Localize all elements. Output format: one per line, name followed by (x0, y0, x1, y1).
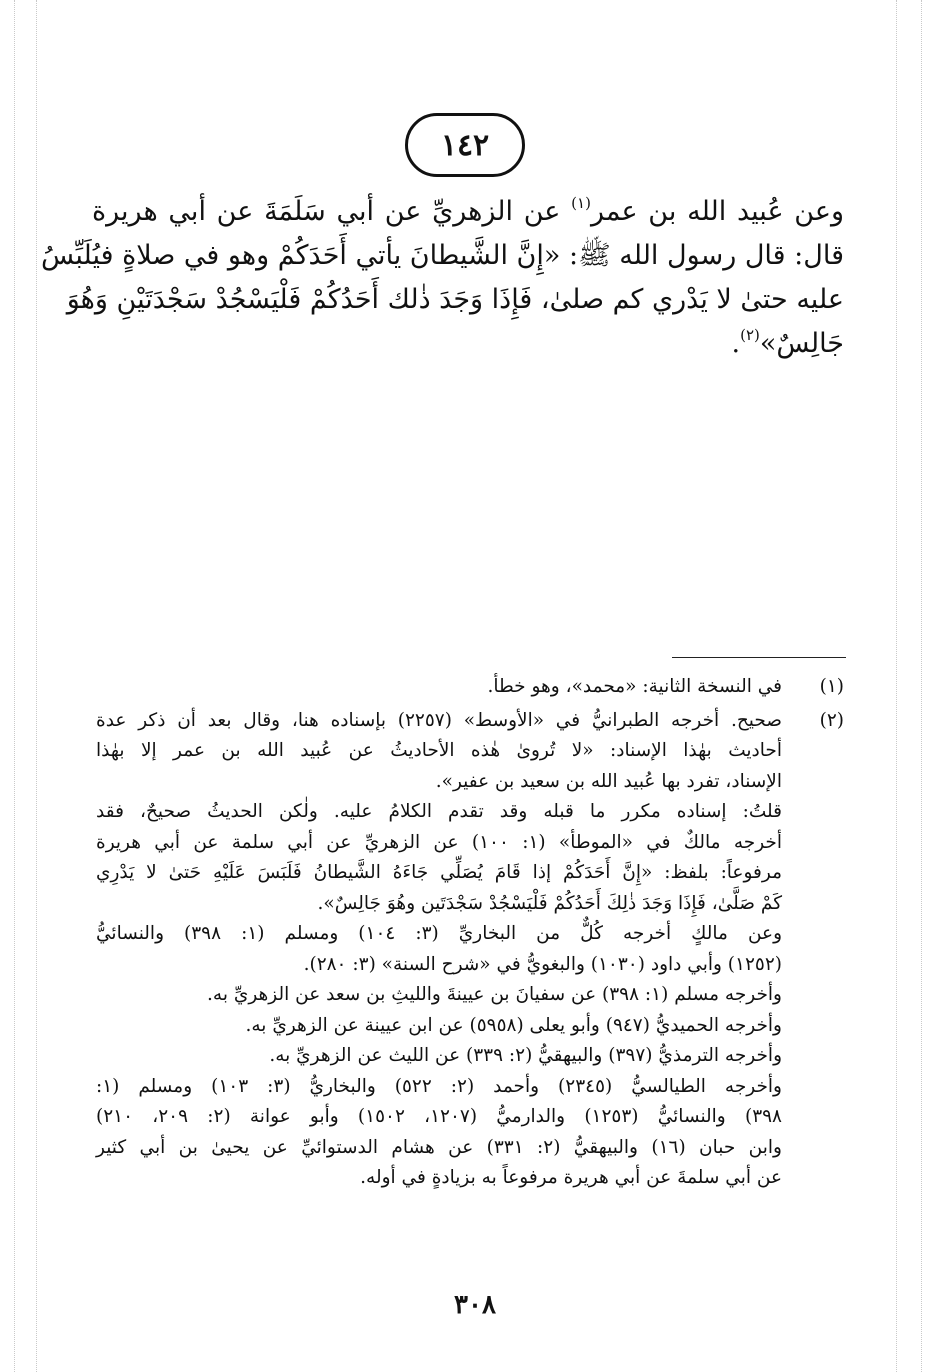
footnote-paragraph (96, 706, 782, 798)
scan-artifact-line (896, 0, 897, 1372)
footnote-line: صحيح. أخرجه الطبرانيُّ في «الأوسط» (٢٢٥٧) بإسناده هنا، وقال بعد أن ذكر عدة (96, 709, 783, 731)
hadith-line-3: عليه حتىٰ لا يَدْري كم صلىٰ، فَإِذَا وَجَدَ ذٰلك أَحَدُكُمْ فَلْيَسْجُدْ سَجْدَتَيْنِ وَهُوَ (66, 284, 844, 315)
footnote-line: ٣٩٨) والنسائيُّ (١٢٥٣) والدارميُّ (١٢٠٧، ١٥٠٢) وأبو عوانة (٢: ٢٠٩، ٢١٠) (96, 1106, 782, 1127)
footnote-separator (672, 657, 846, 658)
hadith-text-segment: جَالِسٌ» (759, 328, 844, 359)
hadith-line-4 (92, 322, 844, 366)
hadith-text (40, 190, 844, 366)
footnote-paragraph (96, 797, 782, 919)
footnote-line: وعن مالكٍ أخرجه كُلٌّ من البخاريِّ (٣: ١٠٤) ومسلم (١: ٣٩٨) والنسائيُّ (96, 923, 783, 944)
footnote-line: كَمْ صَلَّىٰ، فَإِذَا وَجَدَ ذٰلِكَ أَحَدُكُمْ فَلْيَسْجُدْ سَجْدَتَين وهُوَ جَالِسٌ». (317, 892, 782, 914)
footnote-line: وابن حبان (١٦) والبيهقيُّ (٢: ٣٣١) عن هشام الدستوائيِّ عن يحيىٰ بن أبي كثير (96, 1136, 782, 1158)
footnote-paragraph (96, 1011, 782, 1042)
footnote-ref-1[interactable]: (١) (571, 194, 591, 212)
footnote-line: أخرجه مالكٌ في «الموطأ» (١: ١٠٠) عن الزهريِّ عن أبي سلمة عن أبي هريرة (96, 831, 782, 853)
footnote-paragraph (96, 1041, 782, 1072)
scan-artifact-line (921, 0, 922, 1372)
footnote-line: الإسناد، تفرد بها عُبيد الله بن سعيد بن عفير». (435, 770, 782, 792)
footnote-line: في النسخة الثانية: «محمد»، وهو خطأ. (487, 676, 782, 697)
footnote-line: (١٢٥٢) وأبي داود (١٠٣٠) والبغويُّ في «شرح السنة» (٣: ٢٨٠). (303, 953, 782, 975)
footnote-number: (٢) (819, 709, 844, 731)
footnote-line: وأخرجه مسلم (١: ٣٩٨) عن سفيانَ بن عيينةَ والليثِ بن سعد عن الزهريِّ به. (207, 984, 782, 1005)
hadith-text-segment: عن الزهريِّ عن أبي سَلَمَةَ عن أبي هريرة (92, 196, 561, 227)
footnotes-section (96, 672, 844, 1197)
hadith-line-2: قال: قال رسول الله ﷺ: «إِنَّ الشَّيطانَ يأتي أَحَدَكُمْ وهو في صلاةٍ فيُلَبِّسُ (40, 240, 844, 271)
footnote-line: عن أبي سلمةَ عن أبي هريرة مرفوعاً به بزيادةٍ في أوله. (360, 1167, 782, 1188)
footnote-line: مرفوعاً: بلفظ: «إِنَّ أَحَدَكُمْ إذا قَامَ يُصَلِّي جَاءَهُ الشَّيطانُ فَلَبَسَ عَلَيْهِ حَتىٰ لا يَدْرِي (96, 862, 782, 883)
footnote-2 (96, 706, 844, 1194)
hadith-line-1 (92, 190, 844, 234)
footnote-line: وأخرجه الترمذيُّ (٣٩٧) والبيهقيُّ (٢: ٣٣٩) عن الليث عن الزهريِّ به. (269, 1045, 782, 1066)
footnote-paragraph (96, 1072, 782, 1194)
page-number: ٣٠٨ (454, 1290, 496, 1320)
footnote-ref-2[interactable]: (٢) (740, 326, 760, 344)
footnote-line: قلتُ: إسناده مكرر ما قبله وقد تقدم الكلامُ عليه. ولٰكن الحديثُ صحيحٌ، فقد (96, 801, 782, 822)
hadith-number-badge: ١٤٢ (405, 113, 525, 177)
footnote-number: (١) (819, 676, 844, 697)
end-mark: . (731, 328, 741, 359)
footnote-line: أحاديث بهٰذا الإسناد: «لا تُروىٰ هٰذه الأحاديثُ عن عُبيد الله بن عمر إلا بهٰذا (96, 740, 782, 761)
footnote-paragraph (96, 919, 782, 980)
hadith-text-segment: وعن عُبيد الله بن عمر (590, 196, 844, 227)
footnote-1 (96, 672, 844, 703)
footnote-line: وأخرجه الطيالسيُّ (٢٣٤٥) وأحمد (٢: ٥٢٢) والبخاريُّ (٣: ١٠٣) ومسلم (١: (96, 1075, 782, 1097)
footnote-line: وأخرجه الحميديُّ (٩٤٧) وأبو يعلى (٥٩٥٨) عن ابن عيينة عن الزهريِّ به. (245, 1014, 782, 1036)
footnote-paragraph (96, 980, 782, 1011)
scan-artifact-line (14, 0, 15, 1372)
scan-artifact-line (36, 0, 37, 1372)
